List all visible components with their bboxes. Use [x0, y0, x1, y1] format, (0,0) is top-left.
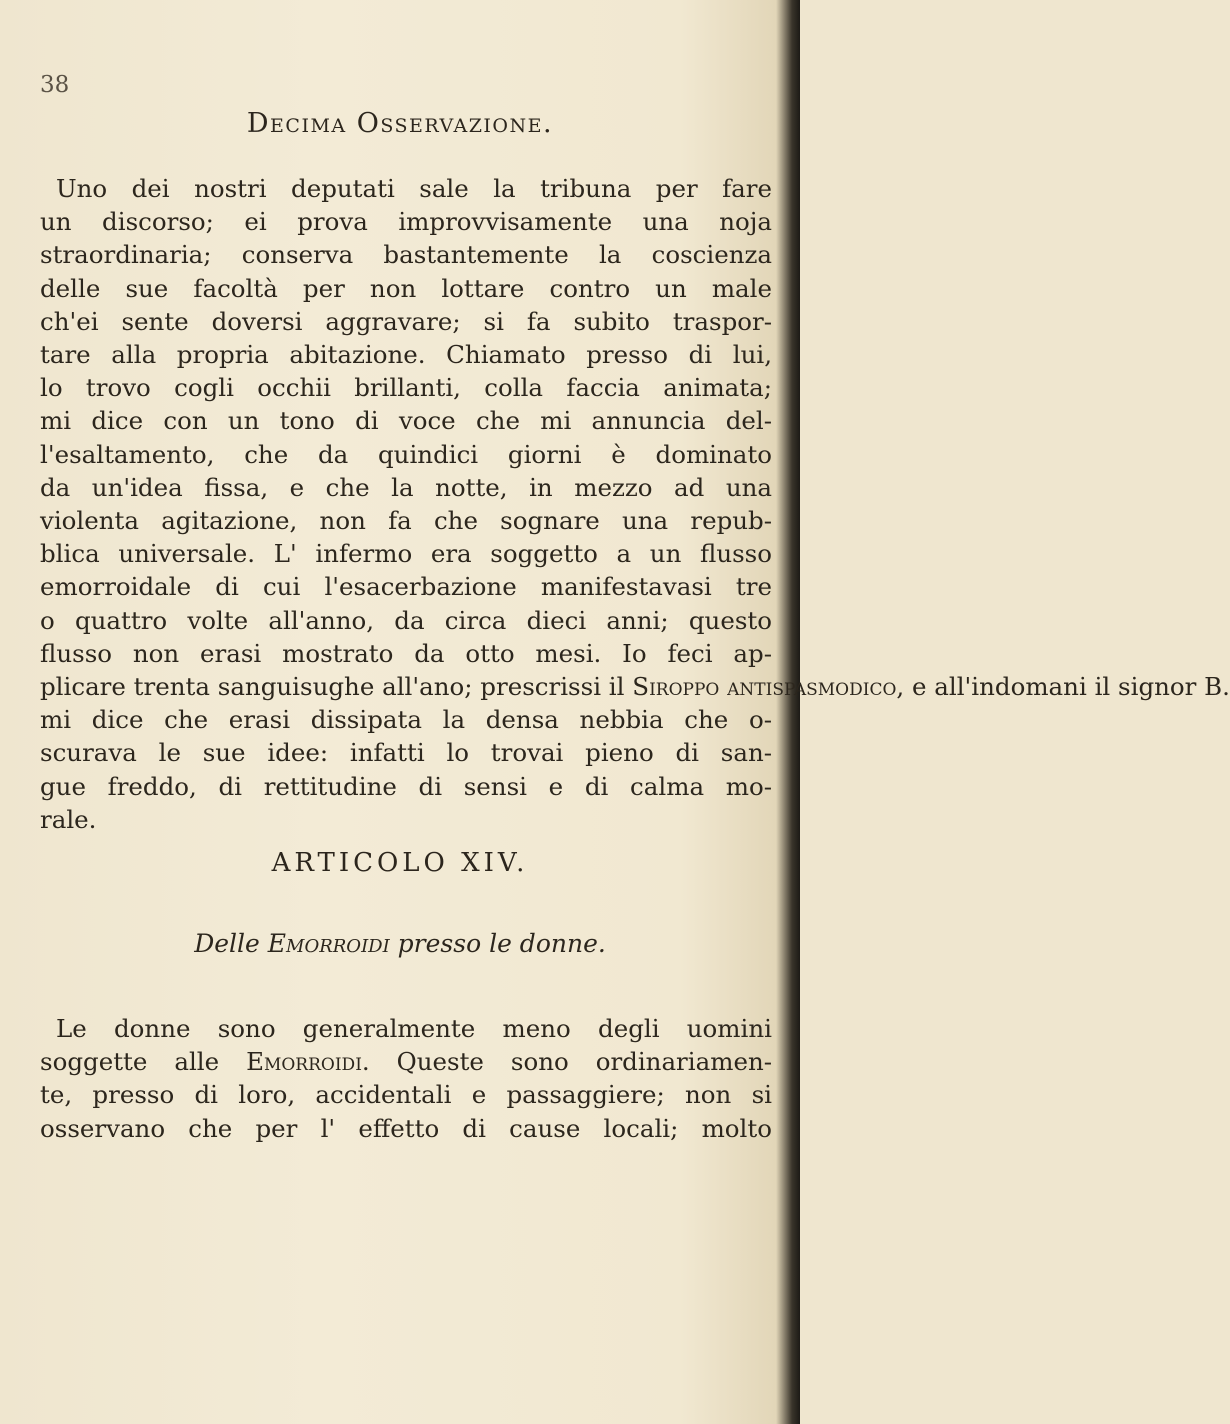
- text-fragment: . Queste sono ordinariamen-: [361, 1047, 772, 1077]
- text-line: te, presso di loro, accidentali e passaggiere; non si: [40, 1080, 772, 1110]
- subtitle-fragment: presso le donne.: [389, 929, 606, 958]
- paragraph-observation: [40, 172, 1230, 836]
- text-line: [40, 1045, 772, 1078]
- text-line: rale.: [40, 804, 97, 834]
- condition-name: Emorroidi: [246, 1047, 362, 1077]
- page-number: 38: [40, 72, 70, 98]
- text-line: [40, 670, 1230, 703]
- text-line: osservano che per l' effetto di cause locali; molto: [40, 1113, 772, 1143]
- text-line: o quattro volte all'anno, da circa dieci anni; questo: [40, 605, 772, 635]
- text-fragment: soggette alle: [40, 1047, 247, 1077]
- chapter-title: Decima Osservazione.: [246, 108, 554, 139]
- text-line: emorroidale di cui l'esacerbazione manifestavasi tre: [40, 572, 772, 602]
- text-line: ch'ei sente doversi aggravare; si fa subito traspor-: [40, 306, 772, 336]
- text-line: Le donne sono generalmente meno degli uomini: [56, 1014, 772, 1043]
- text-line: gue freddo, di rettitudine di sensi e di calma mo-: [40, 771, 772, 801]
- text-fragment: plicare trenta sanguisughe all'ano; prescrissi il: [40, 672, 625, 702]
- article-subtitle: [0, 929, 800, 958]
- text-line: flusso non erasi mostrato da otto mesi. Io feci ap-: [40, 638, 772, 668]
- text-line: mi dice che erasi dissipata la densa nebbia che o-: [40, 705, 772, 735]
- text-fragment: , e all'indomani il signor B.: [896, 672, 1230, 702]
- remedy-name: Siroppo antispasmodico: [632, 672, 897, 702]
- article-title: ARTICOLO XIV.: [271, 848, 529, 878]
- text-line: delle sue facoltà per non lottare contro un male: [40, 273, 772, 303]
- text-line: violenta agitazione, non fa che sognare una repub-: [40, 506, 772, 536]
- text-line: da un'idea fissa, e che la notte, in mezzo ad una: [40, 472, 772, 502]
- paragraph-women: [40, 1012, 772, 1145]
- subtitle-small-caps: Emorroidi: [267, 929, 390, 958]
- text-line: straordinaria; conserva bastantemente la coscienza: [40, 240, 772, 270]
- text-line: tare alla propria abitazione. Chiamato presso di lui,: [40, 340, 772, 370]
- subtitle-fragment: Delle: [194, 929, 268, 958]
- text-line: lo trovo cogli occhii brillanti, colla faccia animata;: [40, 373, 772, 403]
- text-line: l'esaltamento, che da quindici giorni è dominato: [40, 439, 772, 469]
- text-line: mi dice con un tono di voce che mi annuncia del-: [40, 406, 772, 436]
- text-line: Uno dei nostri deputati sale la tribuna per fare: [56, 174, 772, 203]
- text-line: scurava le sue idee: infatti lo trovai pieno di san-: [40, 738, 772, 768]
- text-line: blica universale. L' infermo era soggetto a un flusso: [40, 539, 772, 569]
- text-line: un discorso; ei prova improvvisamente una noja: [40, 207, 772, 237]
